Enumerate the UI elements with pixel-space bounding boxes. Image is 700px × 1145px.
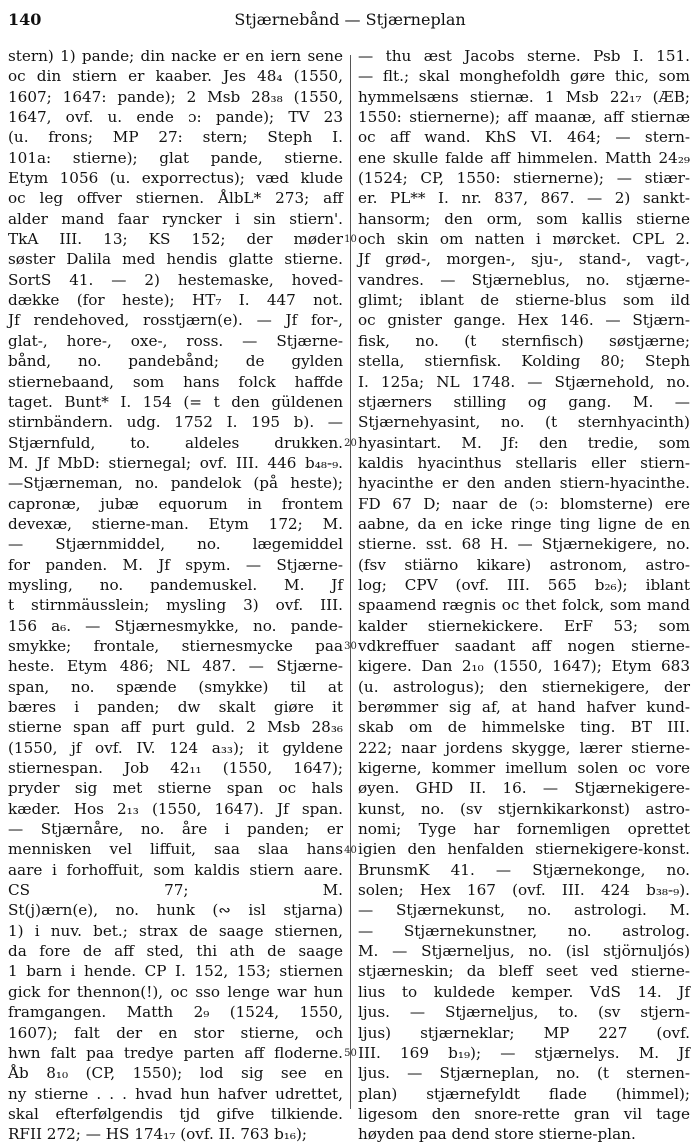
text-line: hyasintart. M. Jf: den tredie, som <box>358 433 690 452</box>
line-number: 40 <box>344 844 357 856</box>
line-number: 20 <box>344 437 357 449</box>
text-line: FD 67 D; naar de (ɔ: blomsterne) ere <box>358 494 690 513</box>
text-line: heste. Etym 486; NL 487. — Stjærne- <box>8 657 343 676</box>
text-line: 222; naar jordens skygge, lærer stierne- <box>358 738 690 757</box>
text-line: kæder. Hos 2₁₃ (1550, 1647). Jf span. <box>8 799 343 818</box>
text-line: —Stjærneman, no. pandelok (på heste); <box>8 474 343 493</box>
text-line: Stjærnfuld, to. aldeles drukken. <box>8 433 343 452</box>
text-line: 1) i nuv. bet.; strax de saage stiernen, <box>8 921 343 940</box>
page-number: 140 <box>8 10 42 29</box>
text-line: I. 125a; NL 1748. — Stjærnehold, no. <box>358 372 690 391</box>
text-line: stirnbändern. udg. 1752 I. 195 b). — <box>8 413 343 432</box>
text-line: III. 169 b₁₉); — stjærnelys. M. Jf <box>358 1043 690 1062</box>
text-line: Åb 8₁₀ (CP, 1550); lod sig see en <box>8 1064 343 1083</box>
text-line: stjærners stilling og gang. M. — <box>358 392 690 411</box>
text-line: bånd, no. pandebånd; de gylden <box>8 352 343 371</box>
text-line: ene skulle falde aff himmelen. Matth 24₂₉ <box>358 148 690 167</box>
text-line: stella, stiernfisk. Kolding 80; Steph <box>358 352 690 371</box>
text-line: 1550: stiernerne); aff maanæ, aff stiernæ <box>358 108 690 127</box>
text-line: skab om de himmelske ting. BT III. <box>358 718 690 737</box>
text-line: CS 77; M. <box>8 881 343 900</box>
text-line: oc aff wand. KhS VI. 464; — stern- <box>358 128 690 147</box>
text-line: ljus. — Stjærneljus, to. (sv stjern- <box>358 1003 690 1022</box>
text-line: Jf rendehoved, rosstjærn(e). — Jf for-, <box>8 311 343 330</box>
text-line: gick for thennon(!), oc sso lenge war hun <box>8 982 343 1001</box>
text-line: ligesom den snore-rette gran vil tage <box>358 1104 690 1123</box>
text-line: kigere. Dan 2₁₀ (1550, 1647); Etym 683 <box>358 657 690 676</box>
text-line: RFII 272; — HS 174₁₇ (ovf. II. 763 b₁₆); <box>8 1125 308 1144</box>
right-column <box>358 46 690 1144</box>
text-line: stiernespan. Job 42₁₁ (1550, 1647); <box>8 759 343 778</box>
text-line: capronæ, jubæ equorum in frontem <box>8 494 343 513</box>
text-line: kaldis hyacinthus stellaris eller stiern- <box>358 453 690 472</box>
page-header <box>8 10 692 36</box>
text-line: aare i forhoffuit, som kaldis stiern aare. <box>8 860 343 879</box>
text-line: hymmelsæns stiernæ. 1 Msb 22₁₇ (ÆB; <box>358 87 690 106</box>
text-line: aabne, da en icke ringe ting ligne de en <box>358 514 690 533</box>
text-line: lius to kuldede kemper. VdS 14. Jf <box>358 982 690 1001</box>
text-line: nomi; Tyge har fornemligen oprettet <box>358 820 690 839</box>
text-line: 1 barn i hende. CP I. 152, 153; stiernen <box>8 962 343 981</box>
text-line: span, no. spænde (smykke) til at <box>8 677 343 696</box>
text-line: TkA III. 13; KS 152; der møder <box>8 230 343 249</box>
left-column <box>8 46 343 1144</box>
line-number: 50 <box>344 1048 357 1060</box>
text-line: oc leg offver stiernen. ÅlbL* 273; aff <box>8 189 343 208</box>
text-line: och skin om natten i mørcket. CPL 2. <box>358 230 690 249</box>
text-line: hansorm; den orm, som kallis stierne <box>358 209 690 228</box>
text-line: oc din stiern er kaaber. Jes 48₄ (1550, <box>8 67 343 86</box>
text-line: oc gnister gange. Hex 146. — Stjærn- <box>358 311 690 330</box>
text-line: pryder sig met stierne span oc hals <box>8 779 343 798</box>
line-number-gutter <box>343 46 358 1115</box>
text-line: øyen. GHD II. 16. — Stjærnekigere- <box>358 779 690 798</box>
text-line: for panden. M. Jf spym. — Stjærne- <box>8 555 343 574</box>
text-line: ljus) stjærneklar; MP 227 (ovf. <box>358 1023 690 1042</box>
line-number: 30 <box>344 641 357 653</box>
text-line: M. — Stjærneljus, no. (isl stjörnuljós) <box>358 942 690 961</box>
text-line: SortS 41. — 2) hestemaske, hoved- <box>8 270 343 289</box>
text-line: dække (for heste); HT₇ I. 447 not. <box>8 291 343 310</box>
text-line: — Stjærnekunst, no. astrologi. M. <box>358 901 690 920</box>
text-line: glimt; iblant de stierne-blus som ild <box>358 291 690 310</box>
text-line: 1607); falt der en stor stierne, och <box>8 1023 343 1042</box>
text-line: vandres. — Stjærneblus, no. stjærne- <box>358 270 690 289</box>
text-line: — flt.; skal monghefoldh gøre thic, som <box>358 67 690 86</box>
text-line: Jf grød-, morgen-, sju-, stand-, vagt-, <box>358 250 690 269</box>
text-line: mennisken vel liffuit, saa slaa hans <box>8 840 343 859</box>
text-line: M. Jf MbD: stiernegal; ovf. III. 446 b₄₈-₉. <box>8 453 343 472</box>
text-line: — thu æst Jacobs sterne. Psb I. 151. <box>358 47 690 65</box>
text-line: solen; Hex 167 (ovf. III. 424 b₃₈-₉). <box>358 881 690 900</box>
text-line: St(j)ærn(e), no. hunk (∾ isl stjarna) <box>8 901 343 920</box>
text-line: mysling, no. pandemuskel. M. Jf <box>8 575 343 594</box>
running-title: Stjærnebånd — Stjærneplan <box>234 10 466 29</box>
text-line: bæres i panden; dw skalt giøre it <box>8 698 343 716</box>
text-line: Stjærnehyasint, no. (t sternhyacinth) <box>358 413 690 432</box>
text-line: skal efterfølgendis tjd gifve tilkiende. <box>8 1104 343 1123</box>
text-line: vdkreffuer saadant aff nogen stierne- <box>358 636 690 655</box>
text-line: fisk, no. (t sternfisch) søstjærne; <box>358 331 690 350</box>
text-line: (u. astrologus); den stiernekigere, der <box>358 677 690 696</box>
text-line: søster Dalila med hendis glatte stierne. <box>8 250 343 269</box>
text-line: 156 a₆. — Stjærnesmykke, no. pande- <box>8 616 343 635</box>
text-line: — Stjærnmiddel, no. lægemiddel <box>8 535 343 554</box>
text-line: stierne span aff purt guld. 2 Msb 28₃₆ <box>8 718 343 737</box>
text-line: 1607; 1647: pande); 2 Msb 28₃₈ (1550, <box>8 87 343 106</box>
text-line: igien den henfalden stiernekigere-konst. <box>358 840 690 859</box>
text-line: taget. Bunt* I. 154 (= t den güldenen <box>8 392 343 411</box>
text-line: — Stjærnekunstner, no. astrolog. <box>358 921 690 940</box>
text-line: ljus. — Stjærneplan, no. (t sternen- <box>358 1064 690 1083</box>
text-line: framgangen. Matth 2₉ (1524, 1550, <box>8 1003 343 1022</box>
text-line: — Stjærnåre, no. åre i panden; er <box>8 820 343 839</box>
text-line: (u. frons; MP 27: stern; Steph I. <box>8 128 343 147</box>
text-line: glat-, hore-, oxe-, ross. — Stjærne- <box>8 331 343 350</box>
line-number: 10 <box>344 234 357 246</box>
text-line: (1550, jf ovf. IV. 124 a₃₃); it gyldene <box>8 738 343 757</box>
text-line: stierne. sst. 68 H. — Stjærnekigere, no. <box>358 535 690 554</box>
text-line: er. PL** I. nr. 837, 867. — 2) sankt- <box>358 189 690 208</box>
text-line: hwn falt paa tredye parten aff floderne. <box>8 1043 343 1062</box>
text-line: t stirnmäusslein; mysling 3) ovf. III. <box>8 596 343 615</box>
text-line: devexæ, stierne-man. Etym 172; M. <box>8 514 343 533</box>
text-line: berømmer sig af, at hand hafver kund- <box>358 698 690 716</box>
text-line: BrunsmK 41. — Stjærnekonge, no. <box>358 860 690 879</box>
text-line: kigerne, kommer imellum solen oc vore <box>358 759 690 778</box>
text-line: (fsv stiärno kikare) astronom, astro- <box>358 555 690 574</box>
text-line: smykke; frontale, stiernesmycke paa <box>8 636 343 655</box>
text-line: stern) 1) pande; din nacke er en iern sene <box>8 47 343 65</box>
text-line: alder mand faar ryncker i sin stiern'. <box>8 209 343 228</box>
text-line: kunst, no. (sv stjernkikarkonst) astro- <box>358 799 690 818</box>
text-line: 101a: stierne); glat pande, stierne. <box>8 148 343 167</box>
text-line: spaamend rægnis oc thet folck, som mand <box>358 596 690 615</box>
text-line: plan) stjærnefyldt flade (himmel); <box>358 1084 690 1103</box>
text-line: (1524; CP, 1550: stiernerne); — stiær- <box>358 169 690 188</box>
text-line: da fore de aff sted, thi ath de saage <box>8 942 343 961</box>
text-line: 1647, ovf. u. ende ɔ: pande); TV 23 <box>8 108 343 127</box>
text-line: hyacinthe er den anden stiern-hyacinthe. <box>358 474 690 493</box>
text-line: Etym 1056 (u. exporrectus); væd klude <box>8 169 343 188</box>
text-line: høyden paa dend store stierne-plan. <box>358 1125 636 1144</box>
text-line: ny stierne . . . hvad hun hafver udrettet, <box>8 1084 343 1103</box>
text-line: log; CPV (ovf. III. 565 b₂₆); iblant <box>358 575 690 594</box>
text-line: kalder stiernekickere. ErF 53; som <box>358 616 690 635</box>
text-line: stiernebaand, som hans folck haffde <box>8 372 343 391</box>
text-line: stjærneskin; da bleff seet ved stierne- <box>358 962 690 981</box>
